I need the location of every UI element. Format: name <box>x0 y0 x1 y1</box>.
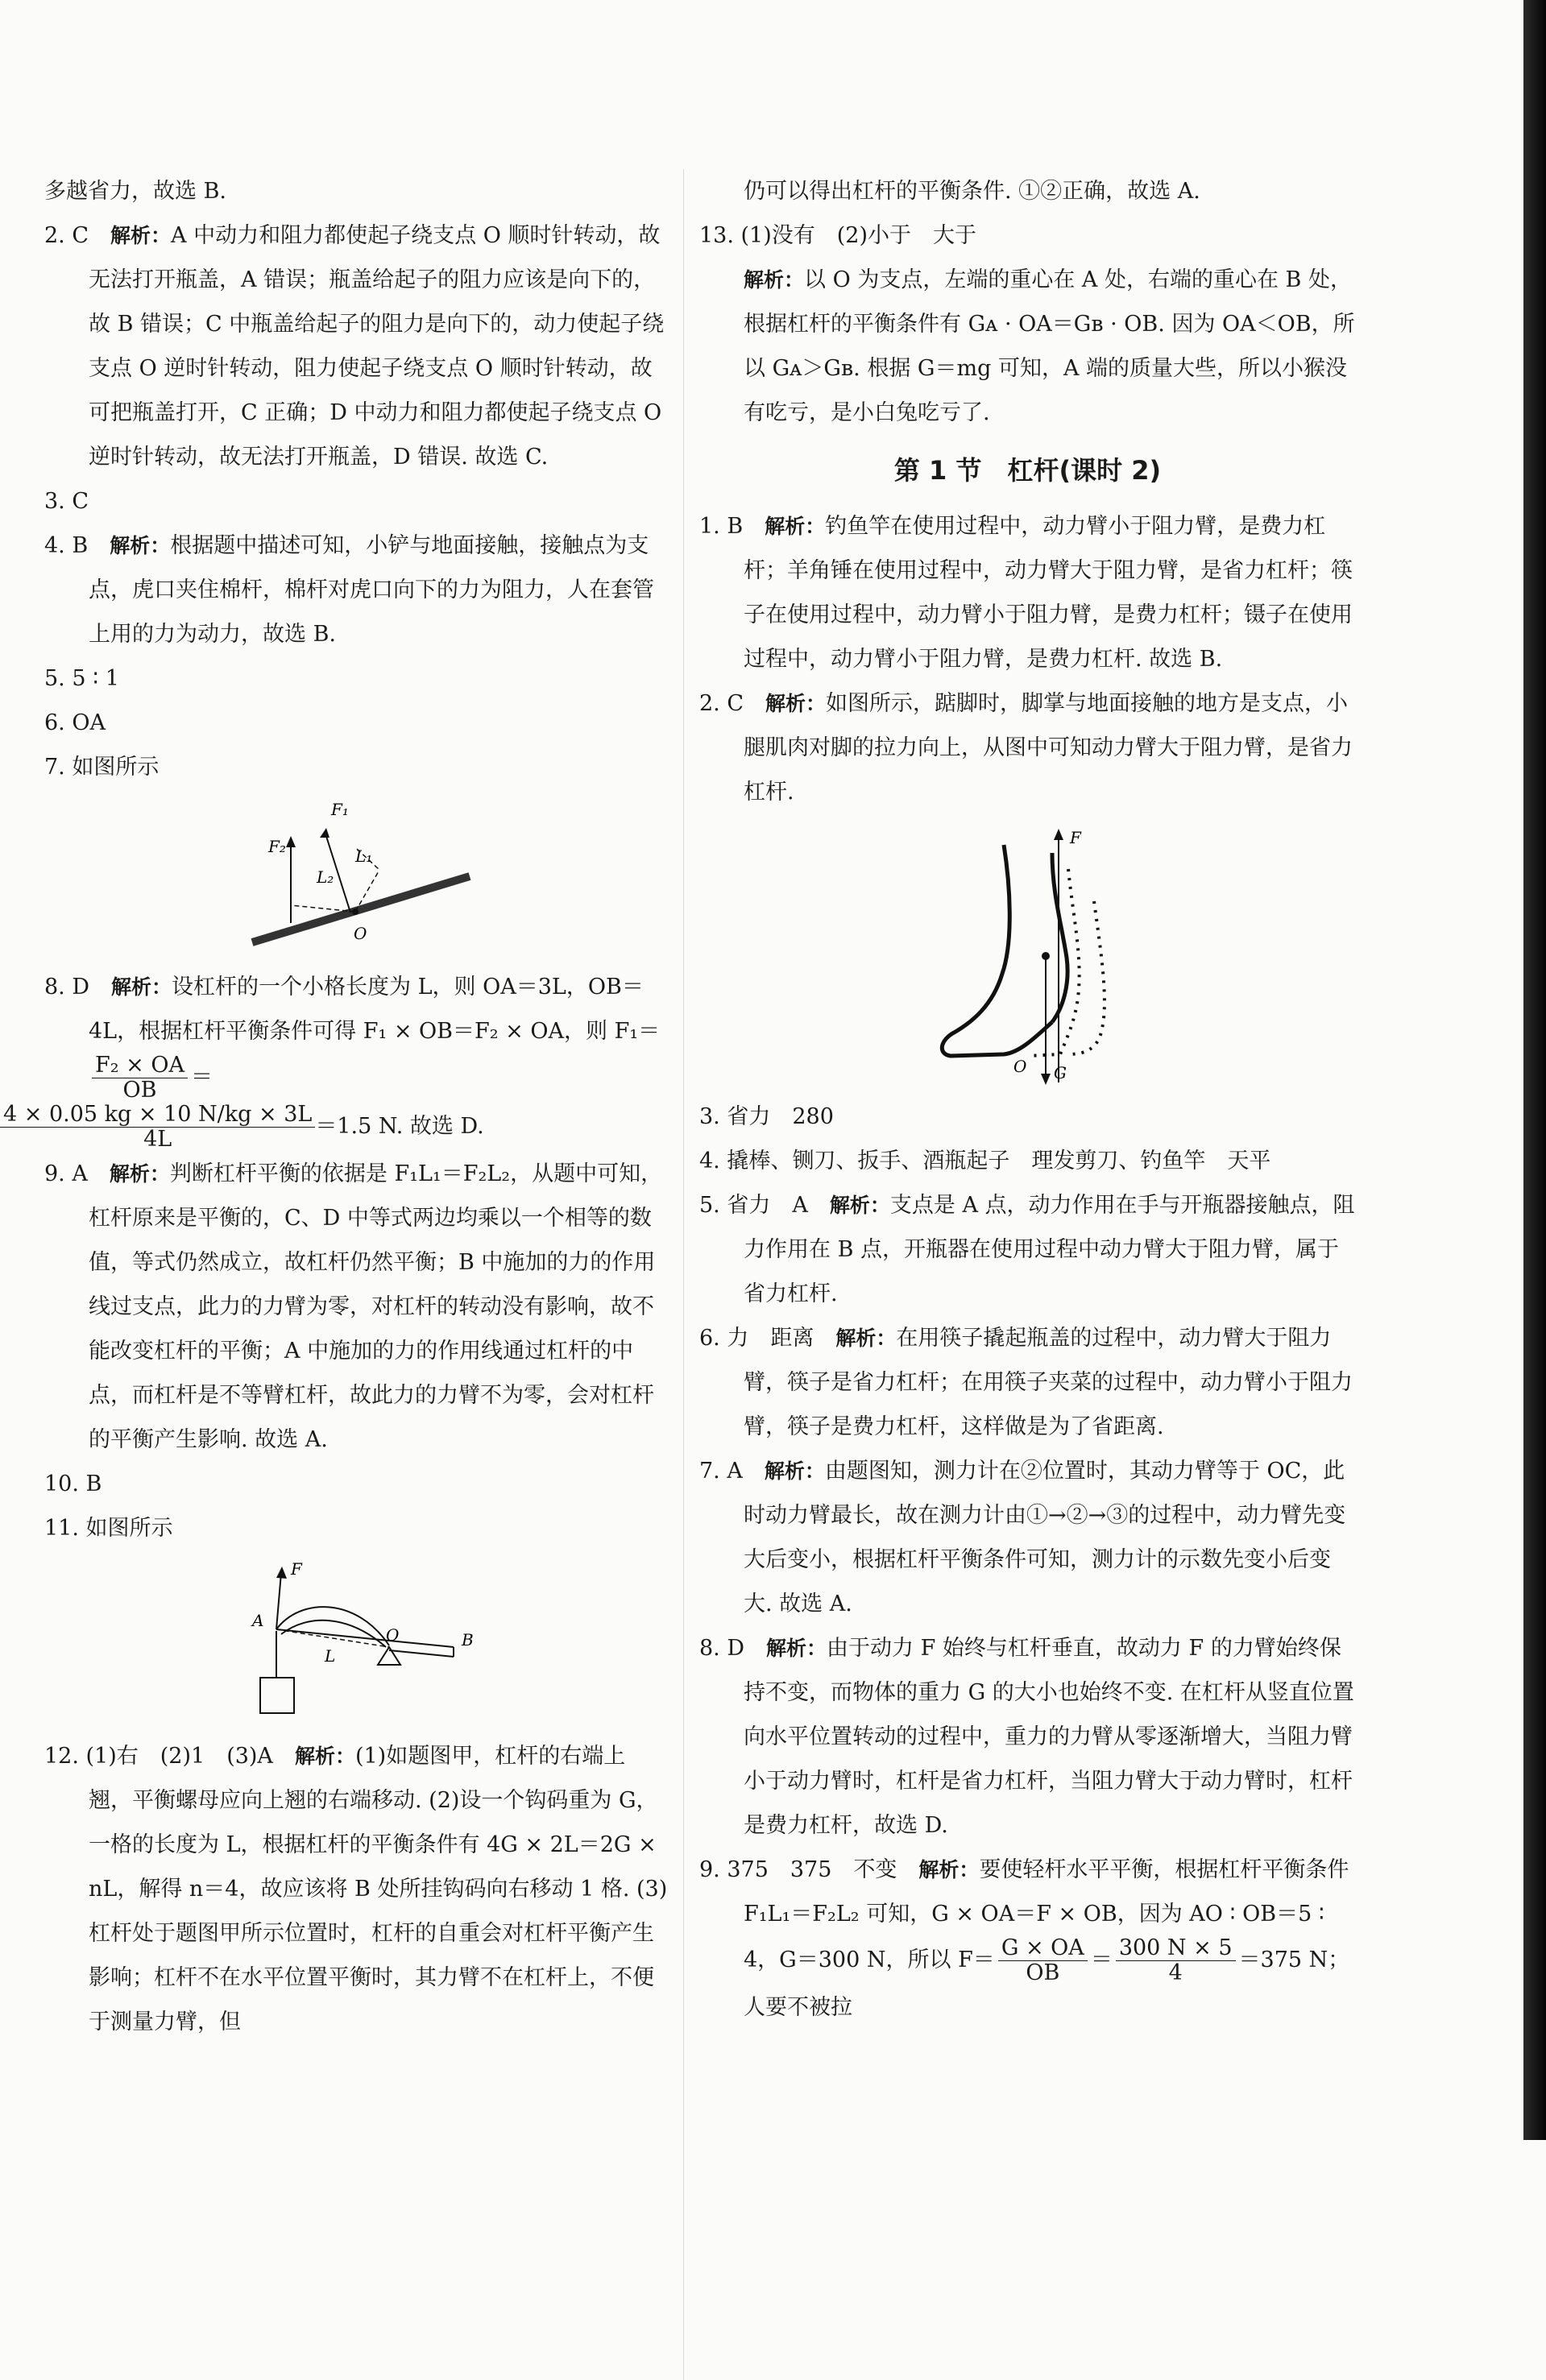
answer-label: 5. 省力 A <box>699 1193 830 1218</box>
analysis-text: 钓鱼竿在使用过程中，动力臂小于阻力臂，是费力杠杆；羊角锤在使用过程中，动力臂大于阻力臂，是省力杠杆；筷子在使用过程中，动力臂小于阻力臂，是费力杠杆；镊子在使用过程中，动力臂小于阻力臂，是费力杠杆. 故选 B. <box>744 514 1353 672</box>
label-f: F <box>1069 828 1081 847</box>
fraction <box>998 1936 1088 1985</box>
fraction <box>0 1103 315 1152</box>
answer-9 <box>44 1152 669 1462</box>
weight-block <box>260 1678 294 1713</box>
fraction-numerator: 4 × 0.05 kg × 10 N/kg × 3L <box>0 1103 315 1128</box>
answer-r8 <box>699 1626 1356 1848</box>
answer-label: 8. D <box>699 1636 766 1661</box>
right-column <box>699 169 1356 2030</box>
answer-8-continuation <box>0 1103 669 1152</box>
g-arrow <box>1041 1074 1051 1085</box>
answer-11: 11. 如图所示 <box>44 1516 173 1541</box>
answer-r1 <box>699 504 1356 681</box>
l2-dashed <box>291 905 355 912</box>
answer-12 <box>44 1734 669 2044</box>
analysis-keyword: 解析： <box>766 1637 827 1660</box>
label-o: O <box>353 924 367 943</box>
fraction-numerator: 300 N × 5 <box>1116 1936 1236 1961</box>
analysis-keyword: 解析： <box>110 534 171 557</box>
analysis-keyword: 解析： <box>835 1327 897 1350</box>
answer-label: 4. B <box>44 533 110 558</box>
analysis-text: 设杠杆的一个小格长度为 L，则 OA＝3L，OB＝4L，根据杠杆平衡条件可得 F₁ × OB＝F₂ × OA，则 F₁＝ <box>89 975 661 1044</box>
answer-r6 <box>699 1316 1356 1449</box>
answer-7: 7. 如图所示 <box>44 755 160 780</box>
label-f2: F₂ <box>267 837 286 856</box>
f-line <box>276 1573 281 1629</box>
answer-label: 8. D <box>44 975 111 1000</box>
fraction-numerator: F₂ × OA <box>92 1053 188 1078</box>
f2-arrow <box>286 836 296 847</box>
analysis-text: (1)如题图甲，杠杆的右端上翘，平衡螺母应向上翘的右端移动. (2)设一个钩码重为 G，一格的长度为 L，根据杠杆的平衡条件有 4G × 2L＝2G × nL，解得 n＝4，故应该将 B 处所挂钩码向右移动 1 格. (3)杠杆处于题图甲所示位置时，杠杆的自重会对杠杆平衡产生影响；杠杆不在水平位置平衡时，其力臂不在杠杆上，不便于测量力臂，但 <box>89 1744 668 2034</box>
figure-7-lever-diagram <box>236 796 478 957</box>
analysis-keyword: 解析： <box>918 1858 980 1881</box>
page-edge-shadow <box>1523 0 1546 2140</box>
answer-r4: 4. 撬棒、铡刀、扳手、酒瓶起子 理发剪刀、钓鱼竿 天平 <box>699 1149 1271 1173</box>
result-text: ＝375 N；人要不被拉 <box>744 1947 1350 2020</box>
label-f1: F₁ <box>330 800 349 819</box>
fraction-numerator: G × OA <box>998 1936 1088 1961</box>
answer-5: 5. 5 ∶ 1 <box>44 666 119 691</box>
fraction <box>1116 1936 1236 1985</box>
analysis-keyword: 解析： <box>110 224 172 247</box>
fraction <box>92 1053 188 1103</box>
analysis-keyword: 解析： <box>111 975 172 999</box>
figure-11-lever-diagram <box>228 1557 486 1726</box>
f-arrow <box>1054 829 1063 840</box>
analysis-keyword: 解析： <box>829 1194 890 1217</box>
equals-sign: ＝ <box>190 1065 213 1090</box>
answer-label: 2. C <box>699 691 766 716</box>
analysis-text: 根据题中描述可知，小铲与地面接触，接触点为支点，虎口夹住棉杆，棉杆对虎口向下的力为阻力，人在套管上用的力为动力，故选 B. <box>89 533 654 647</box>
answer-label: 9. A <box>44 1161 110 1186</box>
answer-r3: 3. 省力 280 <box>699 1104 834 1129</box>
analysis-text: 判断杠杆平衡的依据是 F₁L₁＝F₂L₂，从题中可知，杠杆原来是平衡的，C、D 中等式两边均乘以一个相等的数值，等式仍然成立，故杠杆仍然平衡；B 中施加的力的作用线过支点，此力的力臂为零，对杠杆的转动没有影响，故不能改变杠杆的平衡；A 中施加的力的作用线通过杠杆的中点，而杠杆是不等臂杠杆，故此力的力臂不为零，会对杠杆的平衡产生影响. 故选 A. <box>89 1161 663 1452</box>
analysis-text: 支点是 A 点，动力作用在手与开瓶器接触点，阻力作用在 B 点，开瓶器在使用过程中动力臂大于阻力臂，属于省力杠杆. <box>744 1193 1355 1306</box>
f1-arrow <box>320 828 330 838</box>
analysis-keyword: 解析： <box>765 515 826 538</box>
label-b: B <box>461 1630 474 1649</box>
fraction-denominator: OB <box>1026 1960 1060 1985</box>
analysis-keyword: 解析： <box>109 1162 170 1186</box>
analysis-text: 由题图知，测力计在②位置时，其动力臂等于 OC，此时动力臂最长，故在测力计由①→②→③的过程中，动力臂先变大后变小，根据杠杆平衡条件可知，测力计的示数先变小后变大. 故选 A. <box>744 1459 1346 1616</box>
analysis-text: 要使轻杆水平平衡，根据杠杆平衡条件 F₁L₁＝F₂L₂ 可知，G × OA＝F × OB，因为 AO ∶ OB＝5 ∶ 4，G＝300 N，所以 F＝ <box>744 1857 1349 1972</box>
analysis-text: 如图所示，踮脚时，脚掌与地面接触的地方是支点，小腿肌肉对脚的拉力向上，从图中可知动力臂大于阻力臂，是省力杠杆. <box>744 691 1353 805</box>
answer-2 <box>44 213 669 479</box>
fulcrum-triangle <box>378 1647 400 1665</box>
answer-label: 2. C <box>44 223 111 248</box>
center-of-gravity <box>1042 952 1050 960</box>
answer-label: 6. 力 距离 <box>699 1326 836 1351</box>
right-continued-text: 仍可以得出杠杆的平衡条件. ①②正确，故选 A. <box>744 179 1200 204</box>
answer-r5 <box>699 1183 1356 1316</box>
answer-r7 <box>699 1449 1356 1626</box>
answer-10: 10. B <box>44 1471 102 1496</box>
analysis-keyword: 解析： <box>744 268 805 292</box>
analysis-text: 以 O 为支点，左端的重心在 A 处，右端的重心在 B 处，根据杠杆的平衡条件有 Gᴀ · OA＝Gʙ · OB. 因为 OA＜OB，所以 Gᴀ＞Gʙ. 根据 G＝mg 可知，A 端的质量大些，所以小猴没有吃亏，是小白兔吃亏了. <box>744 267 1355 425</box>
answer-3: 3. C <box>44 489 89 514</box>
label-l1: L₁ <box>354 846 372 866</box>
leg-back-outline <box>1052 853 1067 1022</box>
result-text: ＝1.5 N. 故选 D. <box>315 1114 484 1139</box>
pivot-point <box>352 909 359 915</box>
answer-8 <box>44 965 669 1103</box>
raised-foot-dotted <box>1028 869 1080 1056</box>
answer-4 <box>44 524 669 656</box>
answer-13: 13. (1)没有 (2)小于 大于 <box>699 223 977 248</box>
left-continued-text: 多越省力，故选 B. <box>44 179 227 204</box>
f-arrow <box>276 1567 287 1579</box>
foot-outline <box>942 845 1052 1056</box>
label-a: A <box>251 1611 263 1630</box>
lever-lower-edge <box>389 1650 454 1657</box>
fraction-denominator: 4 <box>1168 1960 1183 1985</box>
answer-label: 9. 375 375 不变 <box>699 1857 919 1882</box>
analysis-keyword: 解析： <box>765 692 827 715</box>
answer-r9 <box>699 1848 1356 2030</box>
answer-13-analysis <box>699 258 1356 435</box>
left-column <box>3 169 669 2044</box>
label-f: F <box>290 1559 302 1579</box>
analysis-text: 由于动力 F 始终与杠杆垂直，故动力 F 的力臂始终保持不变，而物体的重力 G 的大小也始终不变. 在杠杆从竖直位置向水平位置转动的过程中，重力的力臂从零逐渐增大，当阻力臂小于动力臂时，杠杆是省力杠杆，当阻力臂大于动力臂时，杠杆是费力杠杆，故选 D. <box>744 1636 1354 1838</box>
analysis-text: A 中动力和阻力都使起子绕支点 O 顺时针转动，故无法打开瓶盖，A 错误；瓶盖给起子的阻力应该是向下的，故 B 错误；C 中瓶盖给起子的阻力是向下的，动力使起子绕支点 O 逆时针转动，阻力使起子绕支点 O 顺时针转动，故可把瓶盖打开，C 正确；D 中动力和阻力都使起子绕支点 O 逆时针转动，故无法打开瓶盖，D 错误. 故选 C. <box>89 223 665 470</box>
foot-lever-diagram <box>923 821 1133 1087</box>
section-title: 第 1 节 杠杆(课时 2) <box>893 455 1162 486</box>
label-l: L <box>324 1646 335 1666</box>
fraction-denominator: 4L <box>143 1127 172 1152</box>
label-g: G <box>1053 1063 1067 1082</box>
analysis-text: 在用筷子撬起瓶盖的过程中，动力臂大于阻力臂，筷子是省力杠杆；在用筷子夹菜的过程中，动力臂小于阻力臂，筷子是费力杠杆，这样做是为了省距离. <box>744 1326 1353 1439</box>
column-divider <box>683 169 684 2380</box>
answer-label: 1. B <box>699 514 765 539</box>
fraction-denominator: OB <box>122 1078 157 1103</box>
answer-label: 7. A <box>699 1459 765 1484</box>
label-o: O <box>385 1625 399 1645</box>
answer-r2 <box>699 681 1356 814</box>
analysis-keyword: 解析： <box>764 1459 825 1483</box>
label-o: O <box>1013 1057 1026 1076</box>
label-l2: L₂ <box>316 867 334 887</box>
answer-label: 12. (1)右 (2)1 (3)A <box>44 1744 295 1769</box>
analysis-keyword: 解析： <box>294 1745 355 1768</box>
answer-6: 6. OA <box>44 710 106 735</box>
equals-sign: ＝ <box>1090 1947 1113 1972</box>
